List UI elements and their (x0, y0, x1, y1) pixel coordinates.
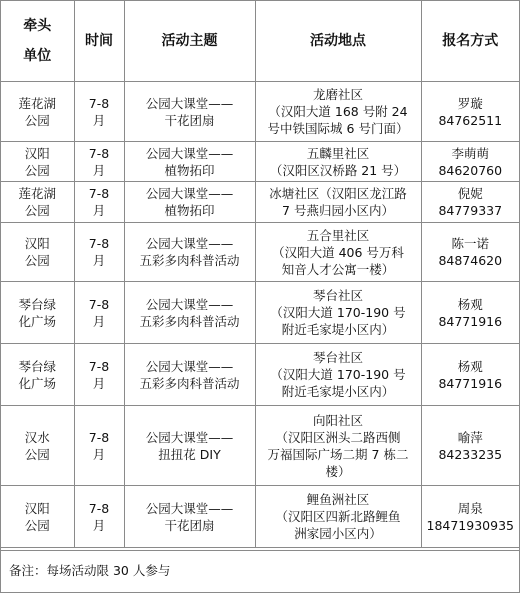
table-row (1, 486, 519, 548)
cell-time: 7-8 月 (74, 282, 124, 344)
header-activity-location: 活动地点 (255, 1, 421, 82)
cell-time: 7-8 月 (74, 182, 124, 223)
cell-activity-theme: 公园大课堂—— 植物拓印 (124, 142, 255, 182)
cell-activity-location: 五合里社区 （汉阳大道 406 号万科 知音人才公寓一楼） (255, 223, 421, 282)
cell-time: 7-8 月 (74, 223, 124, 282)
cell-activity-location: 冰塘社区（汉阳区龙江路 7 号燕归园小区内） (255, 182, 421, 223)
remarks-footnote: 备注：每场活动限 30 人参与 (1, 550, 519, 592)
cell-lead-unit: 汉阳 公园 (1, 486, 74, 548)
cell-activity-location: 向阳社区 （汉阳区洲头二路西侧 万福国际广场二期 7 栋二 楼） (255, 406, 421, 486)
cell-activity-location: 琴台社区 （汉阳大道 170-190 号 附近毛家堤小区内） (255, 344, 421, 406)
cell-lead-unit: 莲花湖 公园 (1, 82, 74, 142)
cell-lead-unit: 汉阳 公园 (1, 142, 74, 182)
cell-activity-theme: 公园大课堂—— 干花团扇 (124, 82, 255, 142)
cell-activity-theme: 公园大课堂—— 五彩多肉科普活动 (124, 223, 255, 282)
cell-signup-contact: 陈一诺 84874620 (421, 223, 519, 282)
table-header-row (1, 1, 519, 82)
cell-time: 7-8 月 (74, 486, 124, 548)
cell-lead-unit: 琴台绿 化广场 (1, 282, 74, 344)
header-time: 时间 (74, 1, 124, 82)
cell-activity-location: 鲤鱼洲社区 （汉阳区四新北路鲤鱼 洲家园小区内） (255, 486, 421, 548)
activity-schedule-table (1, 1, 519, 548)
cell-activity-theme: 公园大课堂—— 扭扭花 DIY (124, 406, 255, 486)
table-row (1, 344, 519, 406)
cell-activity-theme: 公园大课堂—— 五彩多肉科普活动 (124, 344, 255, 406)
cell-signup-contact: 李萌萌 84620760 (421, 142, 519, 182)
header-activity-theme: 活动主题 (124, 1, 255, 82)
cell-signup-contact: 倪妮 84779337 (421, 182, 519, 223)
cell-signup-contact: 喻萍 84233235 (421, 406, 519, 486)
table-row (1, 142, 519, 182)
table-row (1, 82, 519, 142)
cell-time: 7-8 月 (74, 142, 124, 182)
cell-lead-unit: 汉水 公园 (1, 406, 74, 486)
cell-activity-theme: 公园大课堂—— 干花团扇 (124, 486, 255, 548)
cell-signup-contact: 罗璇 84762511 (421, 82, 519, 142)
cell-time: 7-8 月 (74, 344, 124, 406)
table-row (1, 282, 519, 344)
table-row (1, 182, 519, 223)
cell-time: 7-8 月 (74, 406, 124, 486)
header-lead-unit: 牵头 单位 (1, 1, 74, 82)
cell-activity-location: 五麟里社区 （汉阳区汉桥路 21 号） (255, 142, 421, 182)
cell-activity-theme: 公园大课堂—— 五彩多肉科普活动 (124, 282, 255, 344)
cell-lead-unit: 汉阳 公园 (1, 223, 74, 282)
table-row (1, 223, 519, 282)
cell-signup-contact: 杨观 84771916 (421, 282, 519, 344)
cell-lead-unit: 莲花湖 公园 (1, 182, 74, 223)
cell-signup-contact: 杨观 84771916 (421, 344, 519, 406)
cell-activity-location: 琴台社区 （汉阳大道 170-190 号 附近毛家堤小区内） (255, 282, 421, 344)
cell-activity-location: 龙磨社区 （汉阳大道 168 号附 24 号中铁国际城 6 号门面） (255, 82, 421, 142)
cell-time: 7-8 月 (74, 82, 124, 142)
cell-lead-unit: 琴台绿 化广场 (1, 344, 74, 406)
table-row (1, 406, 519, 486)
cell-activity-theme: 公园大课堂—— 植物拓印 (124, 182, 255, 223)
cell-signup-contact: 周泉 18471930935 (421, 486, 519, 548)
header-signup-method: 报名方式 (421, 1, 519, 82)
